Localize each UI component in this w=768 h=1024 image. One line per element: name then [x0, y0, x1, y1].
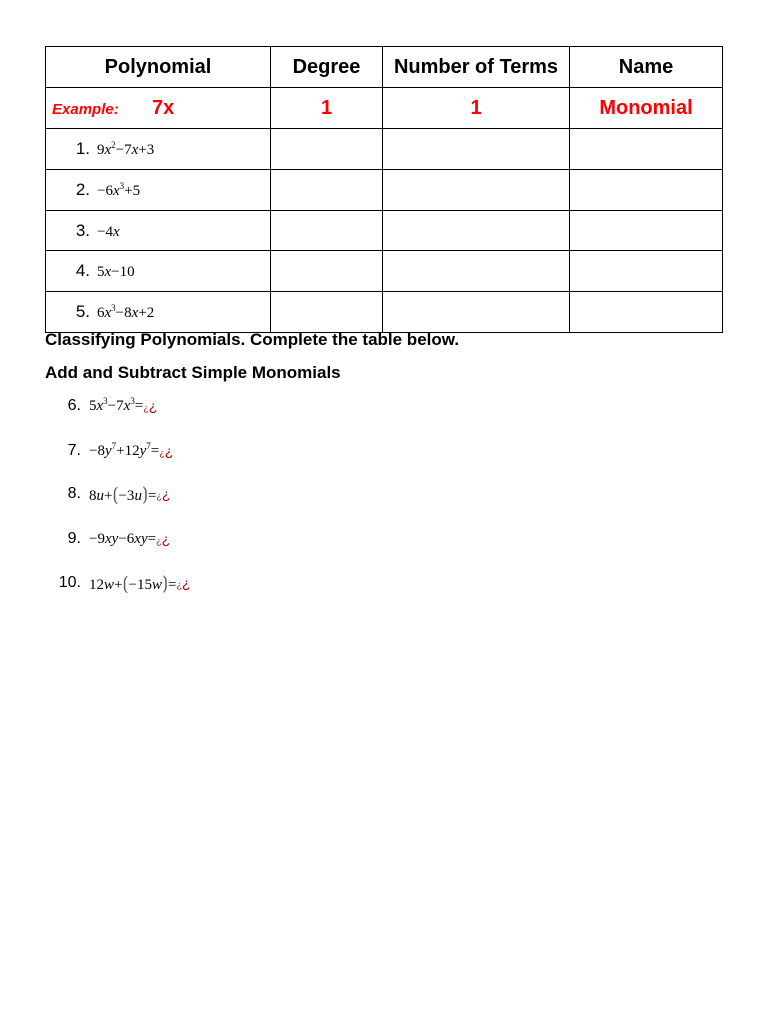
polynomial-expression: $9x^2-7x+3$	[97, 140, 155, 158]
name-answer-cell[interactable]	[570, 170, 723, 211]
example-degree: 1	[271, 88, 383, 129]
placeholder-glyph: ¿	[161, 486, 171, 502]
instructions-heading: Classifying Polynomials. Complete the table below.	[45, 330, 460, 349]
name-answer-cell[interactable]	[570, 211, 723, 251]
polynomial-expression: $6x^3-8x+2$	[97, 303, 155, 321]
terms-answer-cell[interactable]	[383, 129, 570, 170]
problem-item	[0, 394, 700, 418]
table-row	[46, 211, 723, 251]
problem-item	[0, 482, 700, 506]
polynomial-cell	[46, 170, 271, 211]
placeholder-glyph: ¿	[161, 531, 171, 547]
placeholder-glyph: ¿	[148, 398, 158, 414]
row-number: 5.	[75, 302, 90, 321]
polynomial-cell	[46, 292, 271, 333]
terms-answer-cell[interactable]	[383, 170, 570, 211]
problem-expression: $-8y^7+12y^7=$	[89, 440, 160, 459]
placeholder-small: ¿	[156, 536, 162, 546]
name-answer-cell[interactable]	[570, 292, 723, 333]
polynomial-expression: 5x−10	[97, 264, 135, 280]
row-number: 1.	[75, 139, 90, 158]
polynomial-expression: −4x	[97, 223, 120, 240]
answer-placeholder[interactable]	[143, 398, 157, 414]
problem-number: 6.	[67, 397, 81, 414]
table-row	[46, 292, 723, 333]
polynomial-cell	[46, 251, 271, 292]
placeholder-small: ¿	[159, 448, 165, 458]
problem-expression: −9xy−6xy=	[89, 530, 157, 547]
degree-answer-cell[interactable]	[271, 129, 383, 170]
table-header-row	[46, 47, 723, 88]
example-polynomial-cell	[46, 88, 271, 129]
terms-answer-cell[interactable]	[383, 211, 570, 251]
problem-number: 8.	[67, 485, 81, 502]
header-number-of-terms: Number of Terms	[383, 47, 570, 88]
placeholder-glyph: ¿	[181, 575, 191, 591]
name-answer-cell[interactable]	[570, 251, 723, 292]
table-row	[46, 129, 723, 170]
answer-placeholder[interactable]	[156, 486, 170, 502]
placeholder-small: ¿	[143, 403, 149, 413]
header-degree: Degree	[271, 47, 383, 88]
example-polynomial: 7x	[152, 96, 175, 119]
problem-item	[0, 571, 700, 595]
problem-number: 7.	[67, 442, 81, 459]
terms-answer-cell[interactable]	[383, 251, 570, 292]
polynomial-table	[45, 46, 723, 333]
answer-placeholder[interactable]	[159, 443, 173, 459]
problem-expression: 8u+⟮−3u⟯=	[89, 483, 157, 504]
placeholder-small: ¿	[176, 580, 182, 590]
header-name: Name	[570, 47, 723, 88]
example-terms: 1	[383, 88, 570, 129]
polynomial-cell	[46, 211, 271, 251]
problem-item	[0, 439, 700, 463]
answer-placeholder[interactable]	[176, 575, 190, 591]
example-label: Example:	[52, 100, 119, 118]
degree-answer-cell[interactable]	[271, 251, 383, 292]
name-answer-cell[interactable]	[570, 129, 723, 170]
row-number: 4.	[75, 261, 90, 280]
problem-number: 9.	[67, 530, 81, 547]
degree-answer-cell[interactable]	[271, 170, 383, 211]
header-polynomial: Polynomial	[46, 47, 271, 88]
section-title: Add and Subtract Simple Monomials	[45, 363, 341, 382]
degree-answer-cell[interactable]	[271, 211, 383, 251]
problem-number: 10.	[58, 574, 81, 591]
problem-expression: $5x^3-7x^3=$	[89, 395, 144, 414]
placeholder-glyph: ¿	[164, 443, 174, 459]
answer-placeholder[interactable]	[156, 531, 170, 547]
example-row	[46, 88, 723, 129]
table-row	[46, 251, 723, 292]
placeholder-small: ¿	[156, 491, 162, 501]
polynomial-expression: $-6x^3+5$	[97, 181, 141, 199]
table-row	[46, 170, 723, 211]
polynomial-cell	[46, 129, 271, 170]
row-number: 3.	[75, 220, 90, 240]
example-name: Monomial	[570, 88, 723, 129]
problem-expression: 12w+⟮−15w⟯=	[89, 572, 177, 593]
problem-item	[0, 527, 700, 551]
degree-answer-cell[interactable]	[271, 292, 383, 333]
terms-answer-cell[interactable]	[383, 292, 570, 333]
row-number: 2.	[75, 180, 90, 199]
